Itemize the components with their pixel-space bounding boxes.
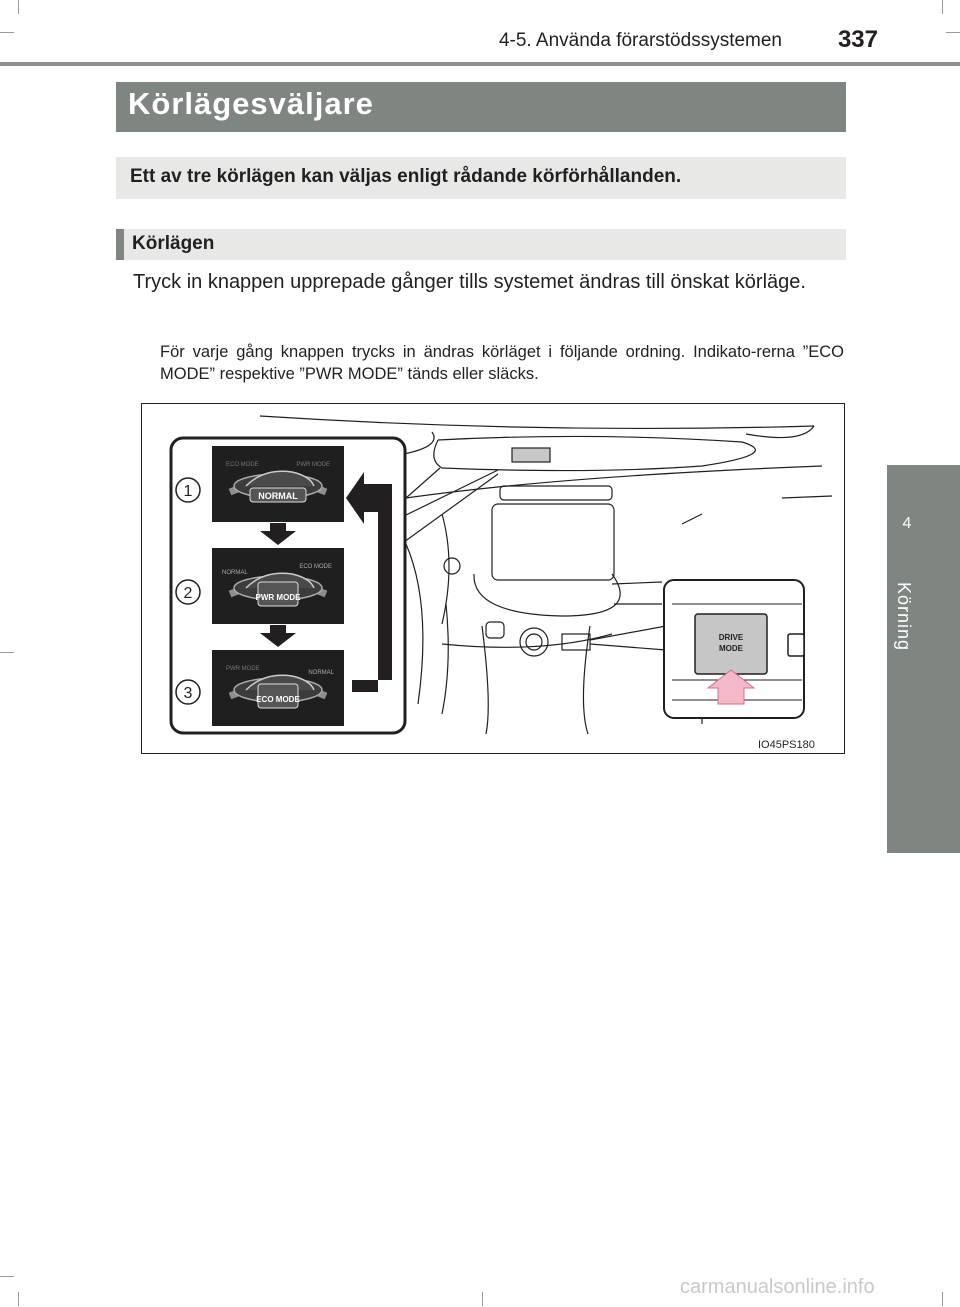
subsection-bar [116, 229, 846, 260]
display-mode-label: PWR MODE [255, 593, 301, 602]
running-head: 4-5. Använda förarstödssystemen [498, 30, 782, 51]
display-indicator: ECO MODE [299, 564, 332, 570]
drive-mode-button-label: DRIVE [718, 633, 744, 642]
section-summary: Ett av tre körlägen kan väljas enligt rådande körförhållanden. [130, 166, 682, 187]
display-indicator: PWR MODE [296, 462, 330, 468]
note-text: För varje gång knappen trycks in ändras körläget i följande ordning. Indikato-rerna ”ECO MODE” respektive ”PWR MODE” tänds eller släcks. [160, 343, 844, 383]
crop-mark [942, 0, 943, 14]
instruction-text: Tryck in knappen upprepade gånger tills systemet ändras till önskat körläge. [133, 271, 806, 293]
page-number: 337 [837, 26, 878, 53]
display-indicator: NORMAL [308, 670, 334, 676]
drive-mode-illustration [141, 403, 845, 754]
crop-mark [0, 652, 14, 653]
display-indicator: PWR MODE [226, 666, 260, 672]
display-normal [212, 446, 344, 522]
display-indicator: NORMAL [222, 570, 248, 576]
step-number: 1 [183, 483, 193, 500]
chapter-title: Körning [894, 582, 914, 652]
crop-mark [18, 0, 19, 14]
chapter-number: 4 [902, 515, 912, 532]
section-title: Körlägesväljare [128, 86, 374, 121]
subsection-title: Körlägen [132, 233, 215, 254]
step-number: 3 [183, 685, 193, 702]
crop-mark [0, 1276, 14, 1277]
crop-mark [942, 1292, 943, 1306]
header-rule [0, 62, 960, 66]
display-mode-label: NORMAL [258, 491, 298, 501]
display-indicator: ECO MODE [226, 462, 259, 468]
adjacent-button [788, 634, 804, 656]
display-pwr-mode [212, 548, 344, 624]
subsection-bar-mark [116, 229, 124, 260]
crop-mark [0, 32, 14, 33]
display-mode-label: ECO MODE [256, 695, 300, 704]
drive-mode-button-label: MODE [719, 644, 743, 653]
crop-mark [946, 32, 960, 33]
crop-mark [18, 1292, 19, 1306]
display-eco-mode [212, 650, 344, 726]
figure-code: IO45PS180 [758, 739, 815, 751]
step-number: 2 [183, 585, 193, 602]
crop-mark [482, 1292, 483, 1306]
footer-watermark: carmanualsonline.info [680, 1276, 875, 1298]
